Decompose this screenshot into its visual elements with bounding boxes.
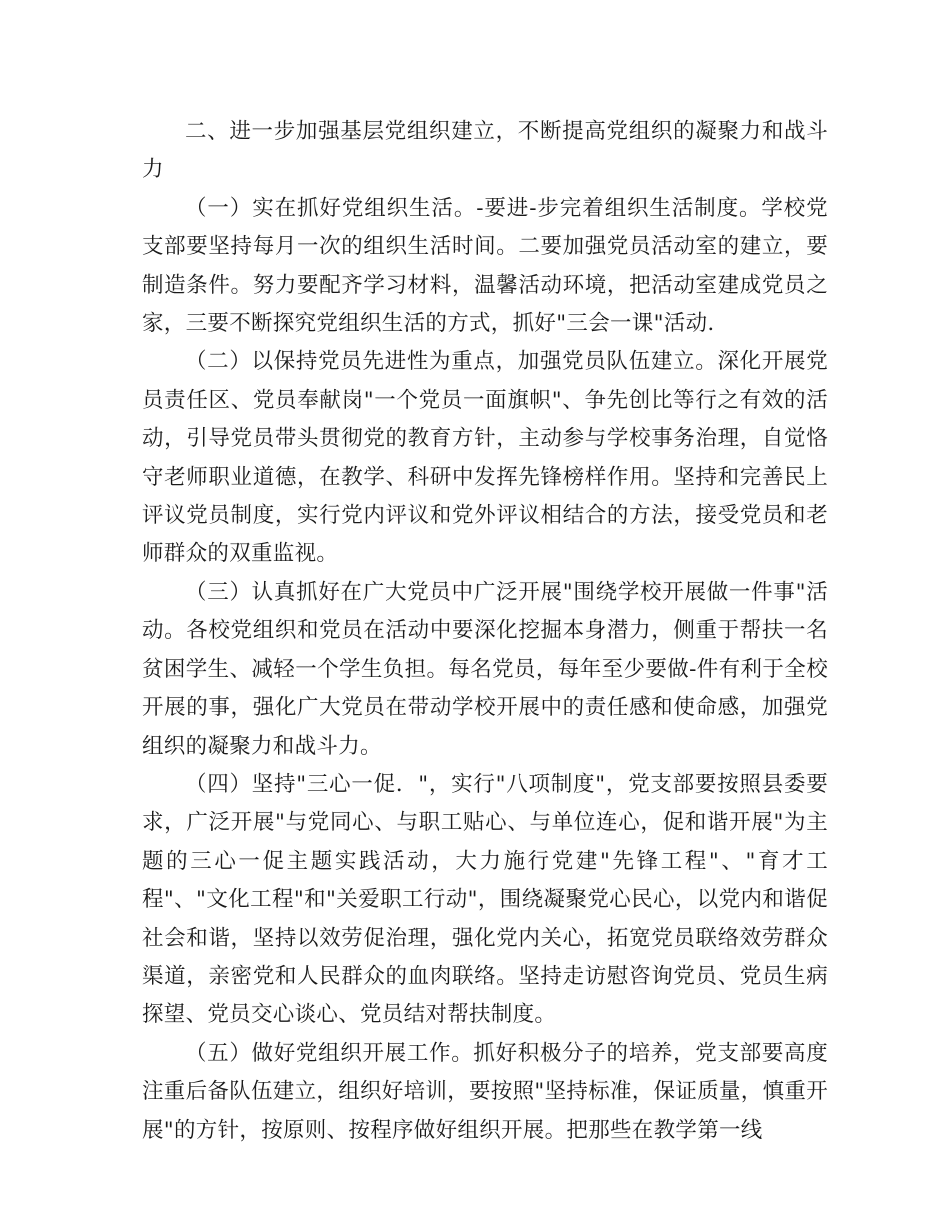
paragraph-4: （四）坚持"三心一促．"，实行"八项制度"，党支部要按照县委要求，广泛开展"与党同心、与职工贴心、与单位连心，促和谐开展"为主题的三心一促主题实践活动，大力施行党建"先锋工程"、"育才工程"、"文化工程"和"关爱职工行动"，围绕凝聚党心民心，以党内和谐促社会和谐，坚持以效劳促治理，强化党内关心，拓宽党员联络效劳群众渠道，亲密党和人民群众的血肉联络。坚持走访慰咨询党员、党员生病探望、党员交心谈心、党员结对帮扶制度。 [142, 771, 828, 1028]
document-page [142, 113, 828, 1150]
paragraph-5: （五）做好党组织开展工作。抓好积极分子的培养，党支部要高度注重后备队伍建立，组织好培训，要按照"坚持标准，保证质量，慎重开展"的方针，按原则、按程序做好组织开展。把那些在教学第一线 [142, 1040, 828, 1143]
paragraph-3: （三）认真抓好在广大党员中广泛开展"围绕学校开展做一件事"活动。各校党组织和党员在活动中要深化挖掘本身潜力，侧重于帮扶一名贫困学生、减轻一个学生负担。每名党员，每年至少要做-件有利于全校开展的事，强化广大党员在带动学校开展中的责任感和使命感，加强党组织的凝聚力和战斗力。 [142, 579, 828, 759]
section-heading: 二、进一步加强基层党组织建立，不断提高党组织的凝聚力和战斗力 [142, 119, 828, 183]
paragraph-1: （一）实在抓好党组织生活。-要进-步完着组织生活制度。学校党支部要坚持每月一次的组织生活时间。二要加强党员活动室的建立，要制造条件。努力要配齐学习材料，温馨活动环境，把活动室建成党员之家，三要不断探究党组织生活的方式，抓好"三会一课"活动. [142, 195, 828, 337]
paragraph-2: （二）以保持党员先进性为重点，加强党员队伍建立。深化开展党员责任区、党员奉献岗"一个党员一面旗帜"、争先创比等行之有效的活动，引导党员带头贯彻党的教育方针，主动参与学校事务治理，自觉恪守老师职业道德，在教学、科研中发挥先锋榜样作用。坚持和完善民上评议党员制度，实行党内评议和党外评议相结合的方法，接受党员和老师群众的双重监视。 [142, 349, 828, 567]
